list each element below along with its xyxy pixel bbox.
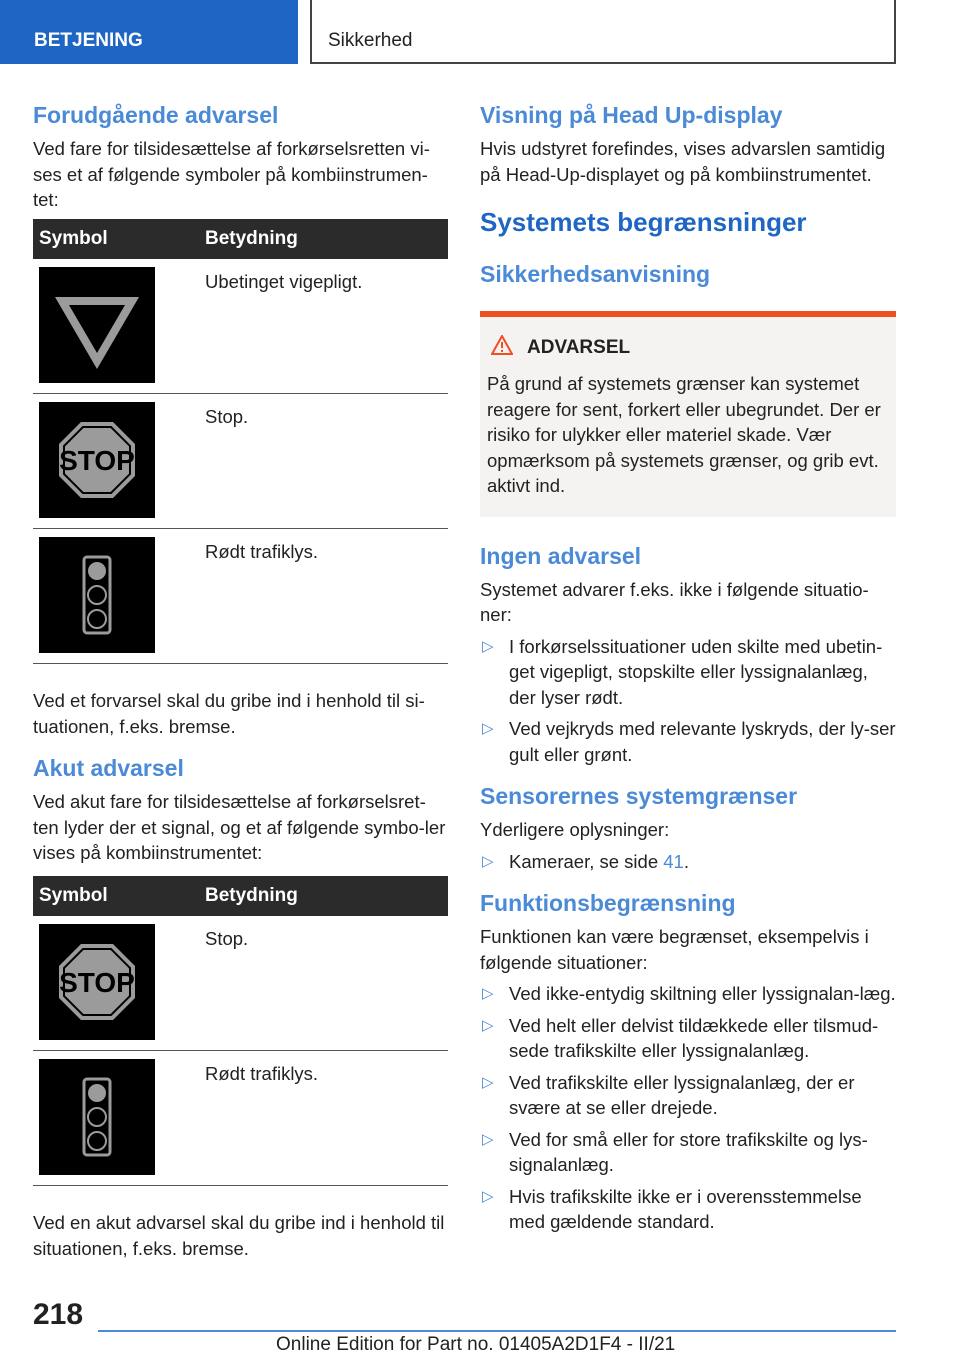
para-funktion: Funktionen kan være begrænset, eksempelvis i følgende situationer: xyxy=(480,926,869,973)
meaning-cell: Rødt trafiklys. xyxy=(193,1051,448,1186)
heading-hud: Visning på Head Up-display xyxy=(480,102,783,128)
para-ingen: Systemet advarer f.eks. ikke i følgende situatio-ner: xyxy=(480,578,869,625)
bullet-triangle-icon: ▷ xyxy=(482,720,494,737)
list-sensor xyxy=(480,849,896,875)
list-item-text: Ved ikke-entydig skiltning eller lyssignalan-læg. xyxy=(509,983,896,1004)
list-item xyxy=(480,634,896,711)
warning-title-text: ADVARSEL xyxy=(527,337,631,358)
yield-sign-icon xyxy=(39,267,155,383)
list-item xyxy=(480,1184,896,1235)
list-funktion xyxy=(480,981,896,1235)
symbol-cell xyxy=(33,1051,193,1186)
heading-funktion: Funktionsbegrænsning xyxy=(480,890,736,916)
para-akut-end: Ved en akut advarsel skal du gribe ind i henhold til situationen, f.eks. bremse. xyxy=(33,1212,445,1259)
symbol-table-1 xyxy=(33,219,448,665)
table-row xyxy=(33,394,448,529)
meaning-cell: Ubetinget vigepligt. xyxy=(193,259,448,394)
list-item xyxy=(480,849,896,875)
table-header xyxy=(33,219,448,259)
list-item xyxy=(480,1013,896,1064)
traffic-light-icon xyxy=(39,1059,155,1175)
table-row xyxy=(33,259,448,394)
warning-triangle-icon xyxy=(491,335,513,361)
list-item-end: . xyxy=(683,850,689,872)
para-hud: Hvis udstyret forefindes, vises advarslen samtidig på Head-Up-displayet og på kombiinstrumentet. xyxy=(480,138,886,185)
col-symbol: Symbol xyxy=(33,876,193,916)
bullet-triangle-icon: ▷ xyxy=(482,1130,494,1148)
table-row xyxy=(33,1051,448,1186)
para-akut: Ved akut fare for tilsidesættelse af forkørselsret-ten lyder der et signal, og et af følgende symbo-ler vises på kombiinstrumentet: xyxy=(33,791,446,863)
para-forvarsel: Ved et forvarsel skal du gribe ind i henhold til si-tuationen, f.eks. bremse. xyxy=(33,690,425,737)
list-item xyxy=(480,716,896,767)
bullet-triangle-icon: ▷ xyxy=(482,1073,494,1091)
stop-sign-icon xyxy=(39,924,155,1040)
warning-text: På grund af systemets grænser kan systemet reagere for sent, forkert eller ubegrundet. Der er risiko for ulykker eller materiel skade. Vær opmærksom på systemets grænser, og grib evt. aktivt ind. xyxy=(487,373,881,496)
page-link-41[interactable]: 41 xyxy=(663,850,684,872)
list-item-text: Ved vejkryds med relevante lyskryds, der ly-ser gult eller grønt. xyxy=(509,718,896,765)
symbol-cell xyxy=(33,916,193,1051)
symbol-cell xyxy=(33,259,193,394)
table-header xyxy=(33,876,448,916)
col-symbol: Symbol xyxy=(33,219,193,259)
bullet-triangle-icon: ▷ xyxy=(482,1187,494,1205)
heading-ingen: Ingen advarsel xyxy=(480,542,642,569)
list-item-text: Ved trafikskilte eller lyssignalanlæg, der er svære at se eller drejede. xyxy=(509,1071,855,1118)
left-column xyxy=(33,100,448,1261)
heading-system: Systemets begrænsninger xyxy=(480,207,807,237)
page-number: 218 xyxy=(33,1298,84,1331)
symbol-cell xyxy=(33,394,193,529)
bullet-triangle-icon: ▷ xyxy=(482,852,494,870)
list-item-text: Ved for små eller for store trafikskilte og lys-signalanlæg. xyxy=(509,1128,868,1175)
heading-forudgaaende: Forudgående advarsel xyxy=(33,102,279,128)
heading-sensor: Sensorernes systemgrænser xyxy=(480,783,798,809)
list-item-text: Ved helt eller delvist tildækkede eller tilsmud-sede trafikskilte eller lyssignalanlæg. xyxy=(509,1014,879,1061)
list-item-text: I forkørselssituationer uden skilte med ubetin-get vigepligt, stopskilte eller lyssignalanlæg, der lyser rødt. xyxy=(509,635,883,708)
list-item xyxy=(480,981,896,1007)
symbol-table-2 xyxy=(33,876,448,1187)
list-item-text: Hvis trafikskilte ikke er i overensstemmelse med gældende standard. xyxy=(509,1185,862,1232)
svg-text:STOP: STOP xyxy=(59,445,135,476)
col-betydning: Betydning xyxy=(193,876,448,916)
list-item xyxy=(480,1070,896,1121)
traffic-light-icon xyxy=(39,537,155,653)
section-title: Sikkerhed xyxy=(310,0,896,64)
table-row xyxy=(33,529,448,664)
para-forudgaaende: Ved fare for tilsidesættelse af forkørselsretten vi-ses et af følgende symboler på kombiinstrumen-tet: xyxy=(33,138,430,210)
list-item-text: Kameraer, se side xyxy=(509,850,664,872)
meaning-cell: Rødt trafiklys. xyxy=(193,529,448,664)
bullet-triangle-icon: ▷ xyxy=(482,637,494,655)
bullet-triangle-icon: ▷ xyxy=(482,1016,494,1034)
meaning-cell: Stop. xyxy=(193,394,448,529)
para-sensor: Yderligere oplysninger: xyxy=(480,819,670,840)
table-row xyxy=(33,916,448,1051)
symbol-cell xyxy=(33,529,193,664)
col-betydning: Betydning xyxy=(193,219,448,259)
chapter-tab: BETJENING xyxy=(0,0,298,64)
footer-divider xyxy=(98,1330,896,1332)
heading-sikkerhed: Sikkerhedsanvisning xyxy=(480,261,711,287)
footer-edition: Online Edition for Part no. 01405A2D1F4 - II/21 xyxy=(276,1334,676,1355)
list-ingen xyxy=(480,634,896,768)
right-column xyxy=(480,100,896,1241)
warning-title xyxy=(487,335,888,361)
bullet-triangle-icon: ▷ xyxy=(482,985,494,1002)
list-item xyxy=(480,1127,896,1178)
stop-sign-icon xyxy=(39,402,155,518)
heading-akut: Akut advarsel xyxy=(33,755,184,781)
warning-box xyxy=(480,311,896,517)
svg-text:STOP: STOP xyxy=(59,966,135,998)
meaning-cell: Stop. xyxy=(193,916,448,1051)
